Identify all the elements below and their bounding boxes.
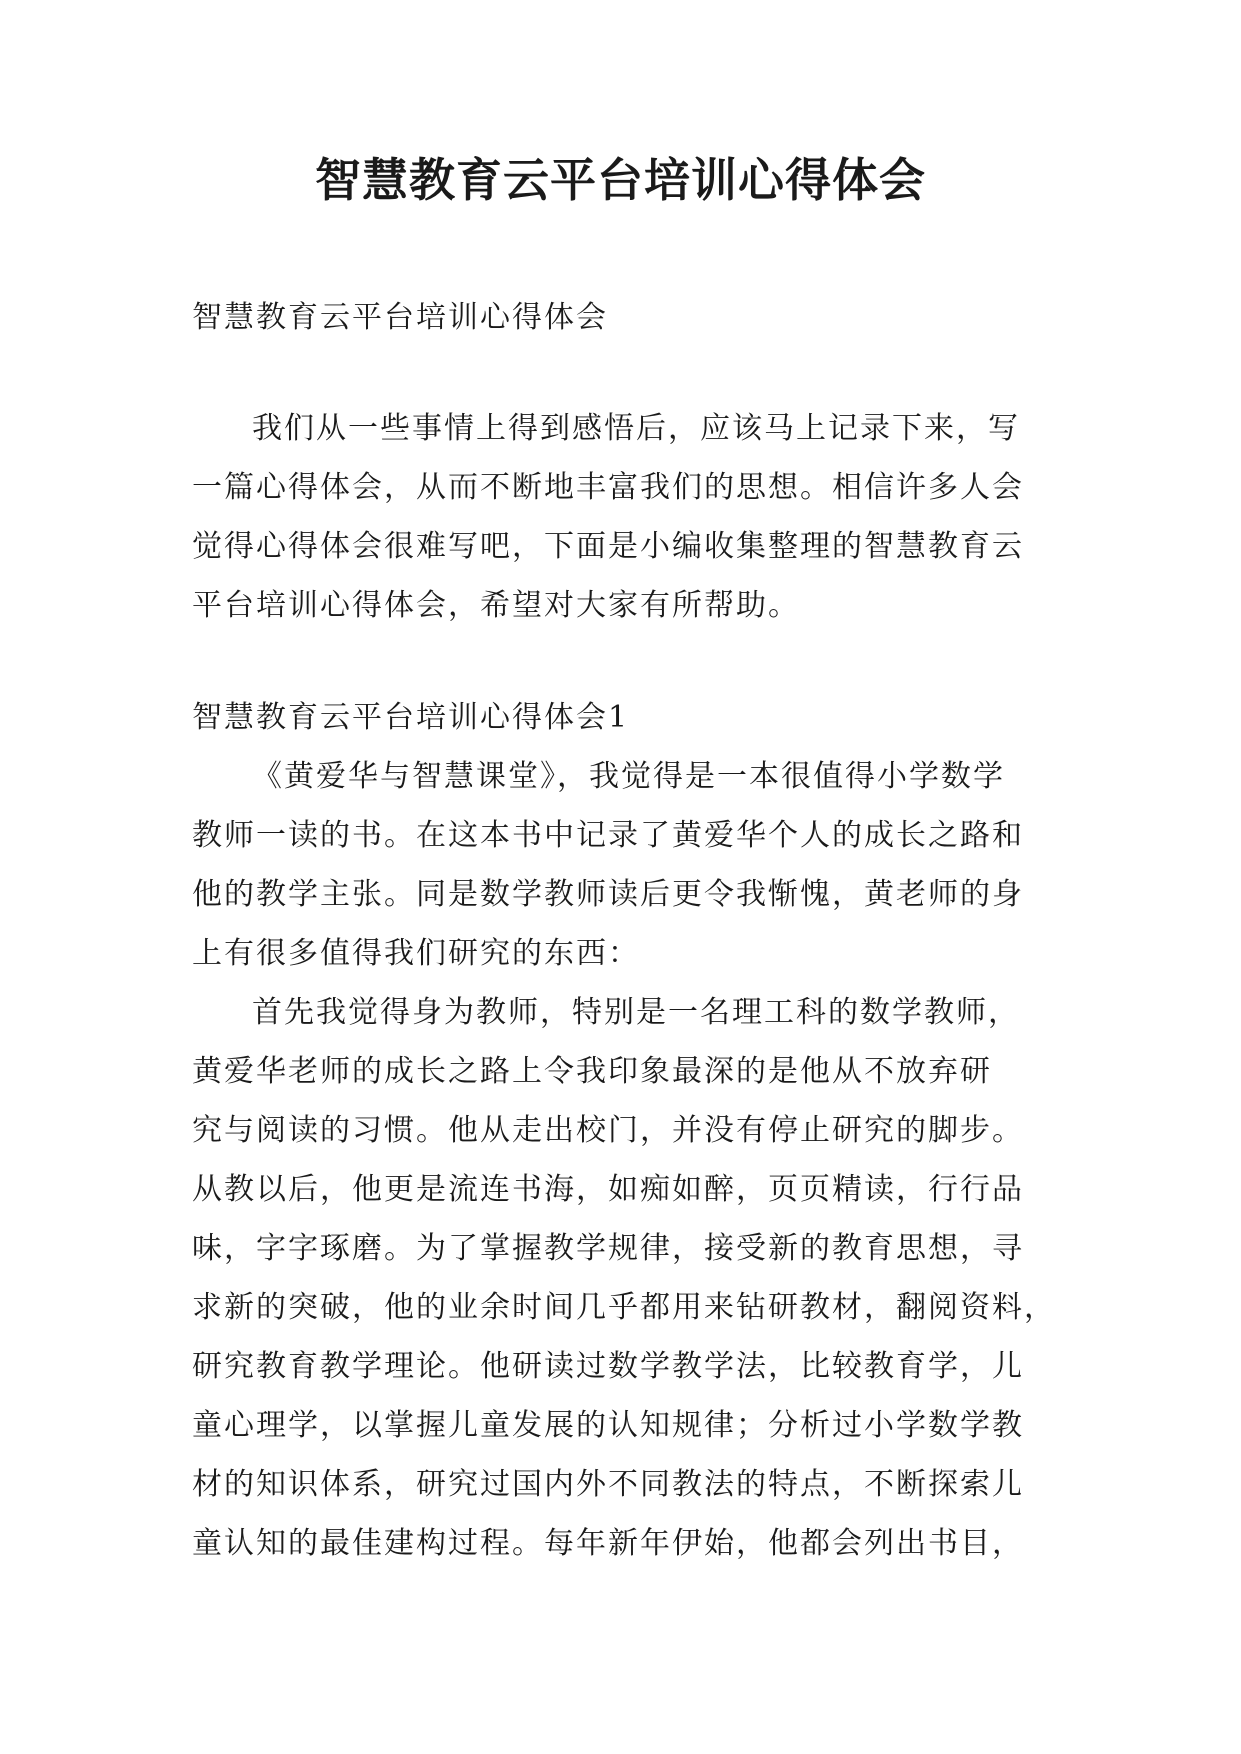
- para2-line-3: 究与阅读的习惯。他从走出校门，并没有停止研究的脚步。: [192, 1113, 1024, 1148]
- para2-line-9: 材的知识体系，研究过国内外不同教法的特点，不断探索儿: [192, 1467, 1024, 1502]
- intro-line-2: 一篇心得体会，从而不断地丰富我们的思想。相信许多人会: [192, 470, 1024, 505]
- para2-line-4: 从教以后，他更是流连书海，如痴如醉，页页精读，行行品: [192, 1172, 1024, 1207]
- intro-line-4: 平台培训心得体会，希望对大家有所帮助。: [192, 588, 800, 623]
- subtitle-line: 智慧教育云平台培训心得体会: [192, 300, 608, 335]
- para1-line-2: 教师一读的书。在这本书中记录了黄爱华个人的成长之路和: [192, 818, 1024, 853]
- intro-line-3: 觉得心得体会很难写吧，下面是小编收集整理的智慧教育云: [192, 529, 1024, 564]
- para1-line-4: 上有很多值得我们研究的东西：: [192, 936, 640, 971]
- para1-line-3: 他的教学主张。同是数学教师读后更令我惭愧，黄老师的身: [192, 877, 1024, 912]
- para2-line-8: 童心理学，以掌握儿童发展的认知规律；分析过小学数学教: [192, 1408, 1024, 1443]
- intro-line-1: 我们从一些事情上得到感悟后，应该马上记录下来，写: [252, 411, 1020, 446]
- para2-line-7: 研究教育教学理论。他研读过数学教学法，比较教育学，儿: [192, 1349, 1024, 1384]
- para2-line-10: 童认知的最佳建构过程。每年新年伊始，他都会列出书目，: [192, 1526, 1024, 1561]
- para2-line-5: 味，字字琢磨。为了掌握教学规律，接受新的教育思想，寻: [192, 1231, 1024, 1266]
- para1-line-1: 《黄爱华与智慧课堂》，我觉得是一本很值得小学数学: [252, 759, 1005, 794]
- section-heading: 智慧教育云平台培训心得体会1: [192, 700, 630, 735]
- para2-line-2: 黄爱华老师的成长之路上令我印象最深的是他从不放弃研: [192, 1054, 992, 1089]
- para2-line-1: 首先我觉得身为教师，特别是一名理工科的数学教师，: [252, 995, 1020, 1030]
- para2-line-6: 求新的突破，他的业余时间几乎都用来钻研教材，翻阅资料，: [192, 1290, 1056, 1325]
- document-title: 智慧教育云平台培训心得体会: [315, 153, 926, 207]
